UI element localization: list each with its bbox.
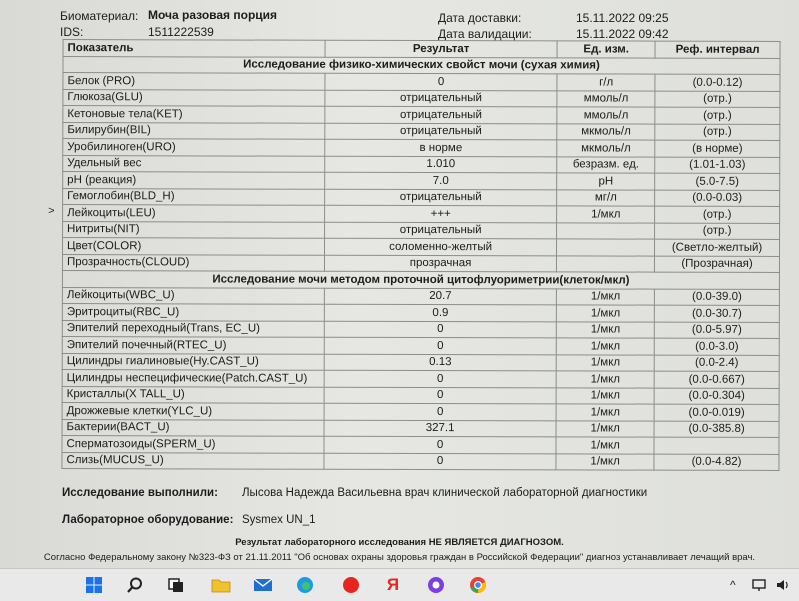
network-icon[interactable] [748, 575, 770, 595]
result-value-text: прозрачная [409, 257, 472, 270]
unit-value-text: 1/мкл [590, 455, 620, 468]
unit-value-text: г/л [599, 76, 614, 89]
unit-value-text: 1/мкл [590, 307, 621, 320]
result-value [325, 106, 557, 123]
result-value-text: 0 [436, 389, 444, 402]
parameter-name-text: Сперматозоиды(SPERM_U) [66, 437, 216, 451]
table-row [62, 353, 779, 371]
reference-interval [654, 421, 779, 438]
unit-value [557, 173, 655, 190]
reference-interval [654, 289, 779, 306]
biomaterial-value: Моча разовая порция [148, 8, 278, 22]
parameter-name-text: Цвет(COLOR) [67, 239, 142, 253]
reference-interval [655, 239, 780, 256]
result-value [324, 337, 556, 354]
delivery-date-value: 15.11.2022 09:25 [576, 11, 669, 25]
column-header-parameter: Показатель [63, 40, 325, 57]
unit-value [557, 74, 655, 91]
result-value-text: 0 [436, 455, 444, 468]
reference-interval-text: (0.0-30.7) [691, 307, 742, 320]
result-value-text: 0 [436, 438, 444, 451]
reference-interval [655, 223, 780, 240]
reference-interval [655, 256, 780, 273]
results-table-body [48, 56, 780, 470]
result-value [324, 304, 556, 321]
unit-value [557, 305, 655, 322]
yandex-search-icon[interactable]: Я [386, 575, 400, 594]
parameter-name-text: Глюкоза(GLU) [67, 91, 143, 104]
section-header-row [63, 56, 780, 74]
unit-value [557, 288, 655, 305]
result-value [324, 321, 556, 338]
result-value-text: 0 [436, 405, 444, 418]
result-value-text: 20.7 [429, 290, 452, 303]
mail-icon[interactable] [252, 575, 274, 595]
unit-value-text: мкмоль/л [581, 142, 631, 155]
unit-value-text: ммоль/л [583, 109, 629, 122]
reference-interval [654, 437, 779, 454]
reference-interval [655, 91, 780, 108]
table-row [63, 155, 780, 173]
table-row [63, 73, 780, 91]
reference-interval [654, 388, 779, 405]
unit-value [556, 420, 654, 437]
volume-icon[interactable] [772, 575, 794, 595]
unit-value-text: мг/л [594, 191, 617, 204]
table-header-row [63, 40, 780, 58]
result-value [325, 172, 557, 189]
table-row [62, 370, 779, 388]
parameter-name [48, 205, 325, 222]
reference-interval-text: (0.0-4.82) [691, 455, 742, 469]
table-row [63, 172, 780, 190]
unit-value-text: 1/мкл [590, 290, 621, 303]
result-value [324, 238, 556, 255]
unit-value [557, 123, 655, 140]
reference-interval [654, 404, 779, 421]
result-value [324, 354, 556, 371]
result-value [325, 156, 557, 173]
unit-value-text: 1/мкл [590, 323, 621, 336]
table-row [62, 436, 779, 454]
result-value-text: отрицательный [399, 125, 482, 138]
reference-interval-text: (1.01-1.03) [689, 158, 746, 172]
result-value [325, 123, 557, 140]
result-value [325, 205, 557, 222]
windows-taskbar [0, 568, 799, 601]
unit-value-text: 1/мкл [590, 439, 620, 452]
reference-interval-text: (отр.) [702, 224, 732, 238]
result-value [324, 403, 556, 420]
unit-value-text: 1/мкл [590, 422, 620, 435]
parameter-name [63, 122, 325, 139]
parameter-name [63, 89, 325, 106]
unit-value-text: 1/мкл [591, 208, 621, 221]
table-row [62, 304, 779, 322]
reference-interval [654, 305, 779, 322]
result-value-text: +++ [430, 207, 451, 220]
parameter-name [62, 436, 324, 453]
unit-value-text: 1/мкл [590, 340, 621, 353]
yandex-browser-icon[interactable] [340, 575, 362, 595]
edge-browser-icon[interactable] [294, 575, 316, 595]
unit-value [557, 321, 655, 338]
table-row [62, 287, 779, 305]
parameter-name [63, 106, 325, 123]
parameter-name-text: Белок (PRO) [67, 74, 136, 88]
parameter-name [62, 337, 324, 354]
parameter-name-text: pH (реакция) [67, 173, 137, 187]
unit-value [557, 90, 655, 107]
reference-interval-text: (5.0-7.5) [695, 175, 739, 188]
alice-assistant-icon[interactable] [425, 575, 447, 595]
reference-interval [655, 74, 780, 91]
parameter-name-text: Эпителий почечный(RTEC_U) [66, 338, 227, 352]
reference-interval [654, 322, 779, 339]
windows-start-icon[interactable] [83, 575, 105, 595]
disclaimer-text: Результат лабораторного исследования НЕ ЯВЛЯЕТСЯ ДИАГНОЗОМ. [235, 537, 564, 548]
reference-interval [654, 371, 779, 388]
equipment-row [62, 514, 233, 526]
delivery-date-label: Дата доставки: [438, 11, 522, 25]
reference-interval [655, 124, 780, 141]
parameter-name [63, 139, 325, 156]
parameter-name [62, 287, 324, 304]
unit-value [557, 239, 655, 256]
result-value [324, 436, 556, 453]
row-pointer-marker: > [48, 205, 55, 218]
result-value-text: отрицательный [399, 191, 482, 204]
result-value [325, 73, 557, 90]
unit-value [557, 189, 655, 206]
table-row [63, 89, 780, 107]
unit-value [556, 354, 654, 371]
parameter-name [63, 172, 325, 189]
section-title: Исследование мочи методом проточной цитофлуориметрии(клеток/мкл) [62, 271, 779, 289]
results-table [48, 39, 780, 471]
unit-value [556, 387, 654, 404]
parameter-name [63, 73, 325, 90]
reference-interval [655, 206, 780, 223]
parameter-name [63, 221, 325, 238]
parameter-name [63, 155, 325, 172]
reference-interval-text: (0.0-0.12) [692, 76, 743, 89]
performed-by-row [62, 487, 218, 499]
reference-interval-text: (0.0-2.4) [695, 356, 739, 370]
parameter-name [62, 452, 324, 469]
parameter-name-text: Эпителий переходный(Trans, EC_U) [66, 322, 261, 335]
ids-value: 1511222539 [148, 25, 214, 39]
column-header-reference: Реф. интервал [655, 41, 780, 58]
parameter-name-text: Нитриты(NIT) [67, 223, 140, 236]
result-value-text: отрицательный [400, 108, 482, 121]
performed-by-label: Исследование выполнили: [62, 487, 218, 499]
reference-interval [655, 157, 780, 174]
reference-interval [654, 454, 779, 471]
result-value [324, 387, 556, 404]
reference-interval [654, 338, 779, 355]
result-value-text: в норме [419, 141, 463, 154]
unit-value [556, 437, 654, 454]
table-row [62, 403, 779, 421]
reference-interval-text: (Светло-желтый) [671, 241, 763, 254]
reference-interval-text: (0.0-3.0) [695, 340, 739, 353]
unit-value-text: ммоль/л [583, 92, 629, 105]
validation-date-value: 15.11.2022 09:42 [576, 27, 669, 41]
parameter-name-text: Бактерии(BACT_U) [66, 421, 170, 434]
section-title: Исследование физико-химических свойст мочи (сухая химия) [63, 56, 780, 74]
parameter-name-text: Уробилиноген(URO) [67, 140, 176, 154]
parameter-name [62, 370, 324, 387]
result-value-text: 0 [437, 75, 445, 88]
ids-label: IDS: [60, 25, 84, 39]
section-header-row [62, 271, 779, 289]
parameter-name [62, 403, 324, 420]
unit-value [556, 338, 654, 355]
table-row [63, 188, 780, 206]
table-row [63, 106, 780, 124]
parameter-name [62, 386, 324, 403]
parameter-name [62, 304, 324, 321]
parameter-name-text: Дрожжевые клетки(YLC_U) [66, 404, 213, 418]
unit-value-text: безразм. ед. [572, 158, 640, 171]
result-value [325, 90, 557, 107]
result-value [324, 370, 556, 387]
reference-interval [655, 190, 780, 207]
result-value-text: 0 [437, 323, 444, 336]
result-value-text: 0 [437, 372, 444, 385]
result-value [324, 453, 556, 470]
unit-value [556, 453, 654, 470]
reference-interval [655, 107, 780, 124]
tray-chevron-icon[interactable]: ^ [730, 578, 736, 592]
table-row [62, 419, 779, 437]
reference-interval-text: (отр.) [703, 125, 732, 139]
result-value-text: 0.13 [429, 356, 452, 369]
chrome-browser-icon[interactable] [467, 575, 489, 595]
parameter-name-text: Лейкоциты(WBC_U) [66, 289, 175, 302]
parameter-name [62, 254, 324, 271]
reference-interval-text: (0.0-0.019) [688, 406, 745, 419]
reference-interval-text: (отр.) [702, 208, 732, 221]
parameter-name [62, 320, 324, 337]
result-value-text: 0.9 [432, 306, 449, 319]
unit-value-text: 1/мкл [590, 356, 621, 369]
table-row [62, 337, 779, 355]
parameter-name-text: Прозрачность(CLOUD) [66, 256, 190, 269]
performed-by-value: Лысова Надежда Васильевна врач клинической лабораторной диагностики [242, 487, 648, 499]
result-value [325, 189, 557, 206]
result-value-text: соломенно-желтый [389, 240, 493, 253]
result-value-text: 7.0 [432, 174, 449, 187]
parameter-name [62, 419, 324, 436]
unit-value-text: мкмоль/л [581, 125, 631, 138]
parameter-name-text: Слизь(MUCUS_U) [66, 454, 164, 467]
column-header-unit: Ед. изм. [557, 41, 655, 58]
parameter-name-text: Цилиндры гиалиновые(Hy.CAST_U) [66, 355, 259, 368]
reference-interval-text: (0.0-0.667) [688, 373, 745, 386]
validation-date-label: Дата валидации: [438, 27, 532, 41]
table-row [62, 254, 779, 272]
parameter-name-text: Цилиндры неспецифические(Patch.CAST_U) [66, 371, 308, 385]
table-row [63, 122, 780, 140]
result-value-text: 0 [437, 339, 444, 352]
table-row [63, 221, 780, 239]
unit-value [557, 206, 655, 223]
reference-interval [655, 140, 780, 157]
result-value [324, 255, 556, 272]
reference-interval-text: (0.0-0.304) [688, 389, 745, 403]
result-value-text: отрицательный [399, 224, 482, 237]
result-value [324, 420, 556, 437]
result-value-text: 1.010 [426, 158, 456, 171]
parameter-name-text: Кристаллы(X TALL_U) [66, 388, 185, 401]
parameter-name-text: Лейкоциты(LEU) [67, 206, 156, 220]
result-value [324, 288, 556, 305]
equipment-label: Лабораторное оборудование: [62, 514, 234, 526]
reference-interval-text: (в норме) [692, 142, 743, 155]
unit-value [556, 404, 654, 421]
parameter-name [63, 238, 325, 255]
result-value-text: 327.1 [425, 422, 455, 435]
unit-value [557, 156, 655, 173]
task-view-icon[interactable] [165, 575, 187, 595]
reference-interval-text: (отр.) [703, 92, 732, 106]
result-value-text: отрицательный [400, 92, 482, 105]
parameter-name-text: Гемоглобин(BLD_H) [67, 190, 175, 203]
search-icon[interactable] [124, 575, 146, 595]
result-value [324, 222, 556, 239]
reference-interval-text: (0.0-0.03) [692, 191, 743, 205]
unit-value [557, 107, 655, 124]
equipment-value: Sysmex UN_1 [242, 514, 316, 526]
unit-value-text: 1/мкл [590, 389, 621, 402]
column-header-result: Результат [325, 40, 557, 57]
unit-value-text: 1/мкл [590, 373, 621, 386]
unit-value-text: 1/мкл [590, 406, 620, 419]
table-row [62, 386, 779, 404]
reference-interval-text: (0.0-5.97) [691, 323, 742, 337]
parameter-name-text: Билирубин(BIL) [67, 124, 151, 137]
parameter-name-text: Кетоновые тела(KET) [67, 107, 183, 121]
reference-interval-text: (0.0-385.8) [688, 422, 745, 436]
unit-value [557, 222, 655, 239]
unit-value-text: pH [598, 175, 614, 188]
table-row [62, 452, 779, 470]
table-row [63, 238, 780, 256]
reference-interval [654, 355, 779, 372]
parameter-name-text: Эритроциты(RBC_U) [66, 305, 180, 319]
table-row [63, 139, 780, 157]
parameter-name-text: Удельный вес [67, 157, 142, 170]
unit-value [557, 140, 655, 157]
biomaterial-label: Биоматериал: [60, 9, 139, 23]
parameter-name [63, 188, 325, 205]
reference-interval-text: (Прозрачная) [681, 257, 753, 271]
reference-interval-text: (0.0-39.0) [692, 290, 742, 304]
file-explorer-icon[interactable] [210, 575, 232, 595]
table-row [62, 320, 779, 338]
result-value [325, 139, 557, 156]
unit-value [556, 371, 654, 388]
reference-interval-text: (отр.) [703, 109, 732, 122]
reference-interval [655, 173, 780, 190]
parameter-name [62, 353, 324, 370]
unit-value [557, 255, 655, 272]
table-row [63, 205, 780, 223]
law-note-text: Согласно Федеральному закону №323-ФЗ от 21.11.2011 "Об основах охраны здоровья граждан в Российской Федерации" диагноз устанавливает лечащий врач. [43, 552, 756, 563]
